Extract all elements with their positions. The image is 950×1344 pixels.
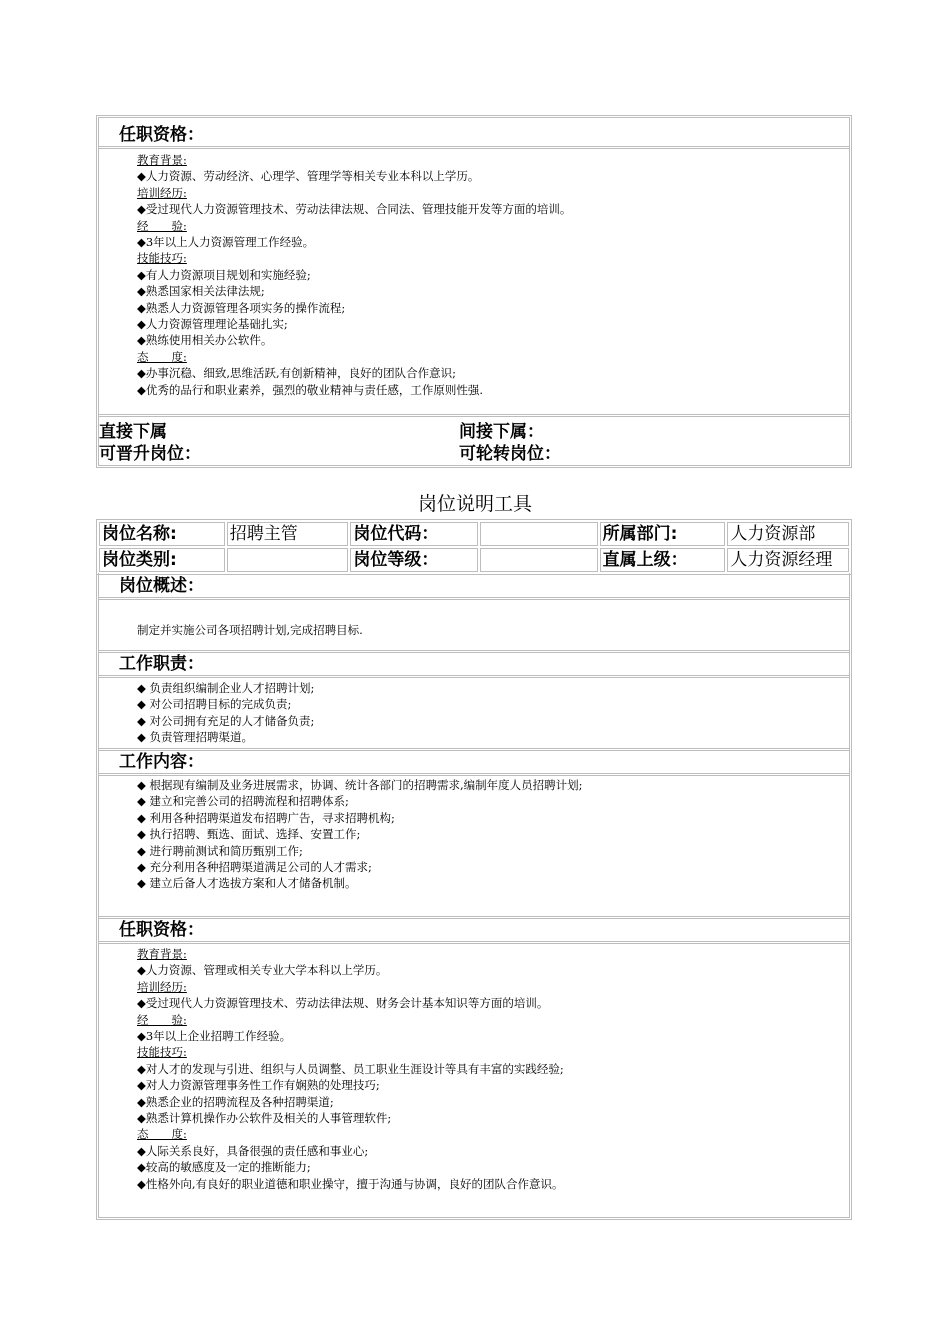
duty-item: ◆ 负责组织编制企业人才招聘计划;	[137, 681, 315, 695]
qualification-item: ◆熟悉人力资源管理各项实务的操作流程;	[137, 300, 346, 315]
qualification-label: 经 验:	[137, 1012, 187, 1027]
qualification-item: ◆受过现代人力资源管理技术、劳动法律法规、合同法、管理技能开发等方面的培训。	[137, 202, 572, 217]
qualification-label: 技能技巧:	[137, 1045, 187, 1060]
content-item: ◆ 根据现有编制及业务进展需求，协调、统计各部门的招聘需求,编制年度人员招聘计划;	[137, 778, 583, 792]
qualification-item: ◆对人才的发现与引进、组织与人员调整、员工职业生涯设计等具有丰富的实践经验;	[137, 1061, 564, 1076]
content-heading: 工作内容：	[99, 748, 849, 776]
department-label: 所属部门:	[600, 522, 726, 546]
qualification-item: ◆对人力资源管理事务性工作有娴熟的处理技巧;	[137, 1078, 380, 1093]
qualification-label: 态 度:	[137, 1127, 187, 1142]
header-row-1	[99, 522, 849, 546]
qualification-item: ◆熟悉计算机操作办公软件及相关的人事管理软件;	[137, 1111, 392, 1126]
content-item: ◆ 利用各种招聘渠道发布招聘广告，寻求招聘机构;	[137, 810, 395, 825]
content-item: ◆ 进行聘前测试和简历甄别工作;	[137, 843, 303, 858]
position-grade-value	[480, 548, 597, 572]
content-item: ◆ 充分利用各种招聘渠道满足公司的人才需求;	[137, 860, 372, 875]
qualification-label: 培训经历:	[137, 979, 187, 994]
qualification-item: ◆人力资源、管理或相关专业大学本科以上学历。	[137, 963, 388, 978]
qualification-item: ◆熟练使用相关办公软件。	[137, 333, 273, 348]
overview-heading: 岗位概述：	[99, 573, 849, 600]
duty-item: ◆ 对公司招聘目标的完成负责;	[137, 697, 292, 712]
duty-item: ◆ 负责管理招聘渠道。	[137, 730, 253, 745]
qualification-item: ◆3年以上人力资源管理工作经验。	[137, 235, 315, 250]
header-row-2	[99, 548, 849, 572]
position-header-table	[96, 519, 852, 575]
main-card	[96, 573, 852, 1220]
qualification-item: ◆性格外向,有良好的职业道德和职业操守，擅于沟通与协调，良好的团队合作意识。	[137, 1176, 564, 1191]
qualification-item: ◆有人力资源项目规划和实施经验;	[137, 267, 311, 282]
subordinates-row	[99, 421, 849, 443]
position-code-value	[480, 522, 597, 546]
qualification-item: ◆优秀的品行和职业素养，强烈的敬业精神与责任感，工作原则性强.	[137, 382, 483, 397]
qualification-item: ◆办事沉稳、细致,思维活跃,有创新精神，良好的团队合作意识;	[137, 366, 457, 381]
direct-subordinate-label: 直接下属	[99, 422, 167, 442]
qualification-item: ◆熟悉企业的招聘流程及各种招聘渠道;	[137, 1094, 334, 1109]
qualification-item: ◆人力资源、劳动经济、心理学、管理学等相关专业本科以上学历。	[137, 169, 480, 184]
qualifications-heading: 任职资格：	[99, 124, 849, 149]
top-qualifications-body	[99, 149, 849, 414]
position-code-label: 岗位代码：	[350, 522, 478, 546]
qualifications-body	[99, 944, 849, 1192]
qualification-item: ◆人际关系良好，具备很强的责任感和事业心;	[137, 1143, 369, 1158]
rotation-label: 可轮转岗位：	[459, 444, 561, 464]
position-category-label: 岗位类别:	[99, 548, 225, 572]
content-item: ◆ 执行招聘、甄选、面试、选择、安置工作;	[137, 827, 361, 842]
supervisor-label: 直属上级：	[600, 548, 726, 572]
department-value: 人力资源部	[727, 522, 849, 546]
duties-heading: 工作职责：	[99, 650, 849, 678]
top-card	[96, 115, 852, 468]
content-item: ◆ 建立和完善公司的招聘流程和招聘体系;	[137, 794, 349, 809]
qualification-label: 经 验:	[137, 218, 187, 233]
qualification-item: ◆人力资源管理理论基础扎实;	[137, 317, 288, 332]
content-item: ◆ 建立后备人才选拔方案和人才储备机制。	[137, 876, 357, 891]
career-row	[99, 443, 849, 465]
document-title: 岗位说明工具	[417, 493, 532, 515]
position-name-value: 招聘主管	[227, 522, 349, 546]
content-body	[99, 776, 849, 916]
overview-body	[99, 600, 849, 650]
qualification-label: 技能技巧:	[137, 251, 187, 266]
overview-text: 制定并实施公司各项招聘计划,完成招聘目标.	[137, 623, 363, 637]
position-name-label: 岗位名称:	[99, 522, 225, 546]
qualification-label: 教育背景:	[137, 153, 187, 167]
qualification-item: ◆3年以上企业招聘工作经验。	[137, 1029, 292, 1044]
subordinates-section	[99, 414, 849, 465]
qualification-label: 态 度:	[137, 349, 187, 364]
position-category-value	[227, 548, 349, 572]
qualification-label: 培训经历:	[137, 185, 187, 200]
qualification-label: 教育背景:	[137, 947, 187, 961]
duty-item: ◆ 对公司拥有充足的人才储备负责;	[137, 713, 315, 728]
qualification-item: ◆受过现代人力资源管理技术、劳动法律法规、财务会计基本知识等方面的培训。	[137, 996, 549, 1011]
qualifications-heading-2: 任职资格：	[99, 916, 849, 944]
qualification-item: ◆较高的敏感度及一定的推断能力;	[137, 1160, 311, 1175]
supervisor-value: 人力资源经理	[727, 548, 849, 572]
promotion-label: 可晋升岗位：	[99, 444, 201, 464]
indirect-subordinate-label: 间接下属：	[459, 422, 544, 442]
duties-body	[99, 678, 849, 748]
position-grade-label: 岗位等级：	[350, 548, 478, 572]
qualification-item: ◆熟悉国家相关法律法规;	[137, 284, 265, 299]
